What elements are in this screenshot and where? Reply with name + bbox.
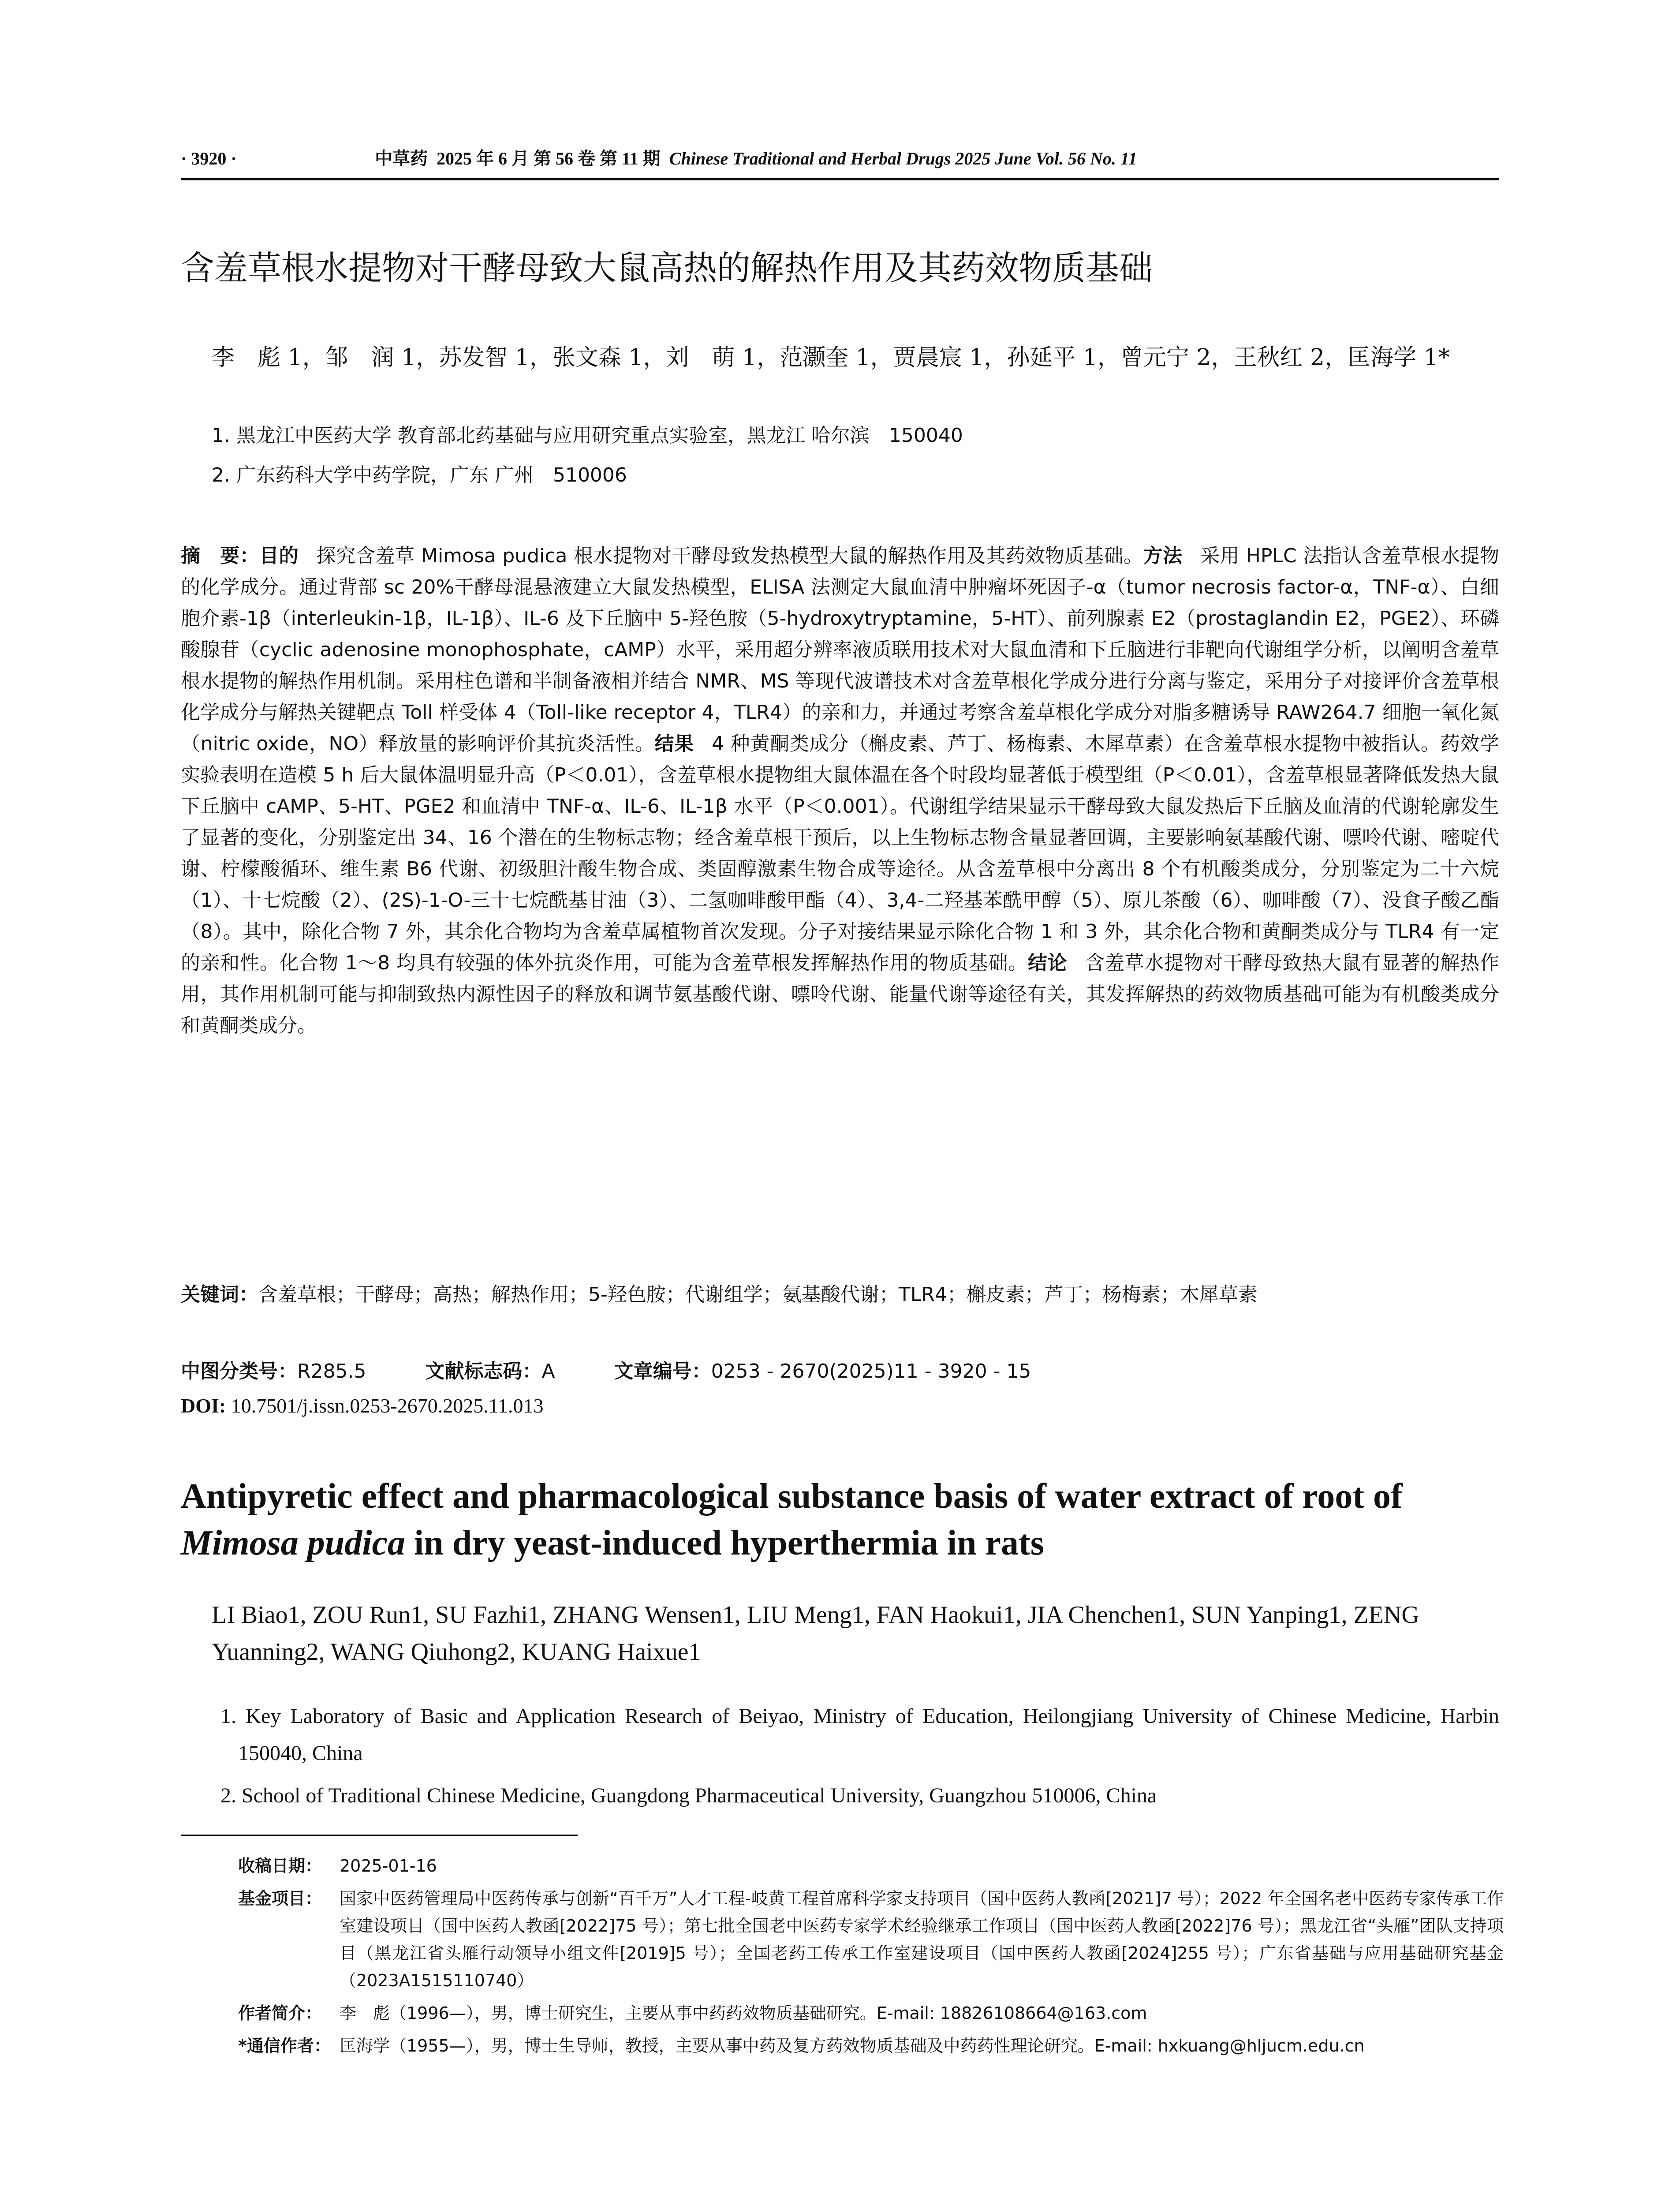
abstract-conclusion: 含羞草水提物对干酵母致热大鼠有显著的解热作用，其作用机制可能与抑制致热内源性因子的释放和调节氨基酸代谢、嘌呤代谢、能量代谢等途径有关，其发挥解热的药效物质基础可能为有机酸类成分和黄酮类成分。 [181,952,1500,1037]
footnote-received [238,1852,1504,1880]
methods-label: 方法 [1143,545,1183,567]
article-no-item [614,1356,1031,1387]
footnote-divider [181,1835,578,1836]
page-number: · 3920 · [181,149,237,168]
fund-label: 基金项目： [238,1889,322,1908]
footnote-fund [238,1885,1504,1994]
authors-cn: 李 彪 1，邹 润 1，苏发智 1，张文森 1，刘 萌 1，范灏奎 1，贾晨宸 1，孙延平 1，曾元宁 2，王秋红 2，匡海学 1* [212,344,1450,371]
footnotes [238,1852,1504,2065]
author-bio-text: 李 彪（1996—），男，博士研究生，主要从事中药药效物质基础研究。E-mail: 18826108664@163.com [340,2003,1147,2023]
clc-item [181,1356,366,1387]
journal-name-en: Chinese Traditional and Herbal Drugs 2025 June Vol. 56 No. 11 [669,149,1137,168]
received-label: 收稿日期： [238,1856,322,1876]
article-no-label: 文章编号： [614,1360,711,1383]
clc-label: 中图分类号： [181,1360,297,1383]
doi-value: 10.7501/j.issn.0253-2670.2025.11.013 [231,1394,544,1417]
footnote-corresponding [238,2032,1504,2059]
title-en-part2: in dry yeast-induced hyperthermia in rats [405,1524,1044,1562]
article-title-cn: 含羞草根水提物对干酵母致大鼠高热的解热作用及其药效物质基础 [181,248,1153,288]
running-header [181,146,1499,180]
received-date: 2025-01-16 [340,1856,437,1876]
title-en-part1: Antipyretic effect and pharmacological substance basis of water extract of root of [181,1477,1403,1516]
conclusion-label: 结论 [1027,952,1068,974]
corresponding-text: 匡海学（1955—），男，博士生导师，教授，主要从事中药及复方药效物质基础及中药药性理论研究。E-mail: hxkuang@hljucm.edu.cn [340,2036,1365,2056]
affiliation-cn-2: 2. 广东药科大学中药学院，广东 广州 510006 [212,464,627,486]
corresponding-label: *通信作者： [238,2036,331,2056]
objective-label: 目的 [259,545,299,567]
abstract-methods: 采用 HPLC 法指认含羞草根水提物的化学成分。通过背部 sc 20%干酵母混悬液建立大鼠发热模型，ELISA 法测定大鼠血清中肿瘤坏死因子-α（tumor necrosis factor-α，TNF-α）、白细胞介素-1β（interleukin-1β，IL-1β）、IL-6 及下丘脑中 5-羟色胺（5-hydroxytryptamine，5-HT）、前列腺素 E2（prostaglandin E2，PGE2）、环磷酸腺苷（cyclic adenosine monophosphate，cAMP）水平，采用超分辨率液质联用技术对大鼠血清和下丘脑进行非靶向代谢组学分析，以阐明含羞草根水提物的解热作用机制。采用柱色谱和半制备液相并结合 NMR、MS 等现代波谱技术对含羞草根化学成分进行分离与鉴定，采用分子对接评价含羞草根化学成分与解热关键靶点 Toll 样受体 4（Toll-like receptor 4，TLR4）的亲和力，并通过考察含羞草根化学成分对脂多糖诱导 RAW264.7 细胞一氧化氮（nitric oxide，NO）释放量的影响评价其抗炎活性。 [181,545,1500,755]
journal-header [375,146,1137,172]
affiliation-en-1: 1. Key Laboratory of Basic and Application Research of Beiyao, Ministry of Education, Heilongjiang University of Chinese Medicine, Harbin 150040, China [220,1704,1499,1765]
keywords [181,1279,1499,1310]
affiliation-en-2: 2. School of Traditional Chinese Medicine, Guangdong Pharmaceutical University, Guangzhou 510006, China [220,1784,1157,1807]
keywords-text: 含羞草根；干酵母；高热；解热作用；5-羟色胺；代谢组学；氨基酸代谢；TLR4；槲皮素；芦丁；杨梅素；木犀草素 [258,1283,1258,1306]
issue-cn: 2025 年 6 月 第 56 卷 第 11 期 [437,149,661,168]
doc-code-label: 文献标志码： [425,1360,542,1383]
authors-en: LI Biao1, ZOU Run1, SU Fazhi1, ZHANG Wensen1, LIU Meng1, FAN Haokui1, JIA Chenchen1, SUN Yanping1, ZENG Yuanning2, WANG Qiuhong2, KUANG Haixue1 [212,1601,1419,1666]
abstract-objective: 探究含羞草 Mimosa pudica 根水提物对干酵母致发热模型大鼠的解热作用及其药效物质基础。 [316,545,1143,567]
abstract-label: 摘 要： [181,545,260,567]
keywords-label: 关键词： [181,1283,258,1306]
results-label: 结果 [654,733,694,755]
article-no-value: 0253 - 2670(2025)11 - 3920 - 15 [711,1360,1031,1383]
journal-name-cn: 中草药 [375,149,428,168]
abstract-results: 4 种黄酮类成分（槲皮素、芦丁、杨梅素、木犀草素）在含羞草根水提物中被指认。药效学实验表明在造模 5 h 后大鼠体温明显升高（P＜0.01），含羞草根水提物组大鼠体温在各个时段均显著低于模型组（P＜0.01），含羞草根显著降低发热大鼠下丘脑中 cAMP、5-HT、PGE2 和血清中 TNF-α、IL-6、IL-1β 水平（P＜0.001）。代谢组学结果显示干酵母致大鼠发热后下丘脑及血清的代谢轮廓发生了显著的变化，分别鉴定出 34、16 个潜在的生物标志物；经含羞草根干预后，以上生物标志物含量显著回调，主要影响氨基酸代谢、嘌呤代谢、嘧啶代谢、柠檬酸循环、维生素 B6 代谢、初级胆汁酸生物合成、类固醇激素生物合成等途径。从含羞草根中分离出 8 个有机酸类成分，分别鉴定为二十六烷（1）、十七烷酸（2）、(2S)-1-O-三十七烷酰基甘油（3）、二氢咖啡酸甲酯（4）、3,4-二羟基苯酰甲醇（5）、原儿茶酸（6）、咖啡酸（7）、没食子酸乙酯（8）。其中，除化合物 7 外，其余化合物均为含羞草属植物首次发现。分子对接结果显示除化合物 1 和 3 外，其余化合物和黄酮类成分与 TLR4 有一定的亲和性。化合物 1～8 均具有较强的体外抗炎作用，可能为含羞草根发挥解热作用的物质基础。 [181,733,1499,974]
doc-code-item [426,1356,555,1387]
title-en-species: Mimosa pudica [181,1524,405,1562]
abstract [181,540,1499,1041]
doi-line [181,1390,1499,1421]
doi-label: DOI: [181,1394,226,1417]
clc-value: R285.5 [297,1360,366,1383]
fund-text: 国家中医药管理局中医药传承与创新“百千万”人才工程-岐黄工程首席科学家支持项目（国中医药人教函[2021]7 号）；2022 年全国名老中医药专家传承工作室建设项目（国中医药人教函[2022]75 号）；第七批全国老中医药专家学术经验继承工作项目（国中医药人教函[2022]76 号）；黑龙江省“头雁”团队支持项目（黑龙江省头雁行动领导小组文件[2019]5 号）；全国老药工传承工作室建设项目（国中医药人教函[2024]255 号）；广东省基础与应用基础研究基金（2023A1515110740） [340,1889,1504,1990]
classification-line [181,1356,1499,1387]
footnote-author [238,1999,1504,2027]
doc-code-value: A [541,1360,555,1383]
article-title-en [181,1473,1508,1566]
author-bio-label: 作者简介： [238,2003,322,2023]
affiliation-cn-1: 1. 黑龙江中医药大学 教育部北药基础与应用研究重点实验室，黑龙江 哈尔滨 150040 [212,424,963,447]
